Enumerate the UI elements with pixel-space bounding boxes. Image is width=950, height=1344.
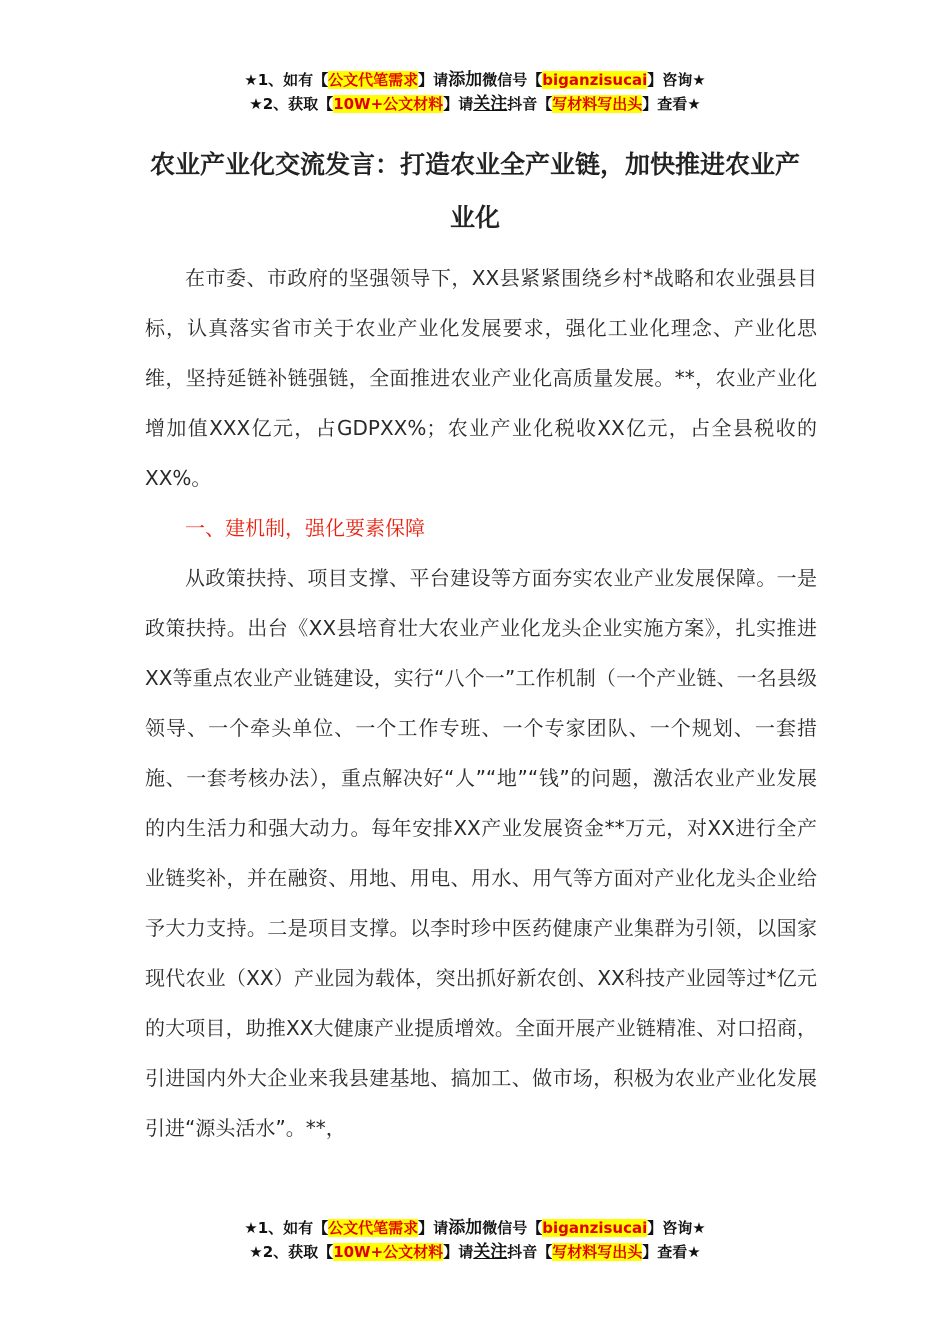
promo-text: 抖音【 <box>507 95 553 113</box>
promo-text: 】咨询★ <box>647 71 706 89</box>
document-title: 农业产业化交流发言：打造农业全产业链，加快推进农业产业化 <box>149 150 800 232</box>
promo-footer <box>0 1216 950 1264</box>
promo-highlight: 公文代笔需求 <box>328 1219 419 1237</box>
promo-text: ★2、获取【 <box>249 1243 334 1261</box>
promo-highlight: 10W+公文材料 <box>333 1243 444 1261</box>
promo-text: 】请 <box>418 71 449 89</box>
promo-wechat-id: biganzisucai <box>542 1219 648 1237</box>
promo-text: 】请 <box>418 1219 449 1237</box>
promo-line-2 <box>0 1240 950 1264</box>
promo-text: 】查看★ <box>642 95 701 113</box>
promo-emphasis: 添加 <box>448 1218 483 1238</box>
promo-douyin-id: 写材料写出头 <box>552 1243 643 1261</box>
promo-douyin-id: 写材料写出头 <box>552 95 643 113</box>
body-paragraph: 从政策扶持、项目支撑、平台建设等方面夯实农业产业发展保障。一是政策扶持。出台《XX县培育壮大农业产业化龙头企业实施方案》，扎实推进XX等重点农业产业链建设，实行“八个一”工作机制（一个产业链、一名县级领导、一个牵头单位、一个工作专班、一个专家团队、一个规划、一套措施、一套考核办法），重点解决好“人”“地”“钱”的问题，激活农业产业发展的内生活力和强大动力。每年安排XX产业发展资金**万元，对XX进行全产业链奖补，并在融资、用地、用电、用水、用气等方面对产业化龙头企业给予大力支持。二是项目支撑。以李时珍中医药健康产业集群为引领，以国家现代农业（XX）产业园为载体，突出抓好新农创、XX科技产业园等过*亿元的大项目，助推XX大健康产业提质增效。全面开展产业链精准、对口招商，引进国内外大企业来我县建基地、搞加工、做市场，积极为农业产业化发展引进“源头活水”。**， <box>145 566 817 1140</box>
promo-text: 微信号【 <box>482 71 543 89</box>
promo-text: ★1、如有【 <box>244 1219 329 1237</box>
promo-text: ★2、获取【 <box>249 95 334 113</box>
promo-text: ★1、如有【 <box>244 71 329 89</box>
promo-highlight: 公文代笔需求 <box>328 71 419 89</box>
promo-text: 微信号【 <box>482 1219 543 1237</box>
promo-line-1 <box>0 1216 950 1240</box>
promo-emphasis: 添加 <box>448 70 483 90</box>
body-paragraph: 在市委、市政府的坚强领导下，XX县紧紧围绕乡村*战略和农业强县目标，认真落实省市关于农业产业化发展要求，强化工业化理念、产业化思维，坚持延链补链强链，全面推进农业产业化高质量发展。**，农业产业化增加值XXX亿元，占GDPXX%；农业产业化税收XX亿元，占全县税收的XX%。 <box>145 266 817 490</box>
promo-header <box>0 68 950 116</box>
promo-emphasis: 关注 <box>473 94 508 114</box>
promo-wechat-id: biganzisucai <box>542 71 648 89</box>
promo-text: 】请 <box>443 95 474 113</box>
promo-line-1 <box>0 68 950 92</box>
promo-line-2 <box>0 92 950 116</box>
promo-text: 抖音【 <box>507 1243 553 1261</box>
promo-text: 】请 <box>443 1243 474 1261</box>
promo-emphasis: 关注 <box>473 1242 508 1262</box>
promo-text: 】咨询★ <box>647 1219 706 1237</box>
section-heading: 一、建机制，强化要素保障 <box>185 516 425 540</box>
promo-highlight: 10W+公文材料 <box>333 95 444 113</box>
promo-text: 】查看★ <box>642 1243 701 1261</box>
